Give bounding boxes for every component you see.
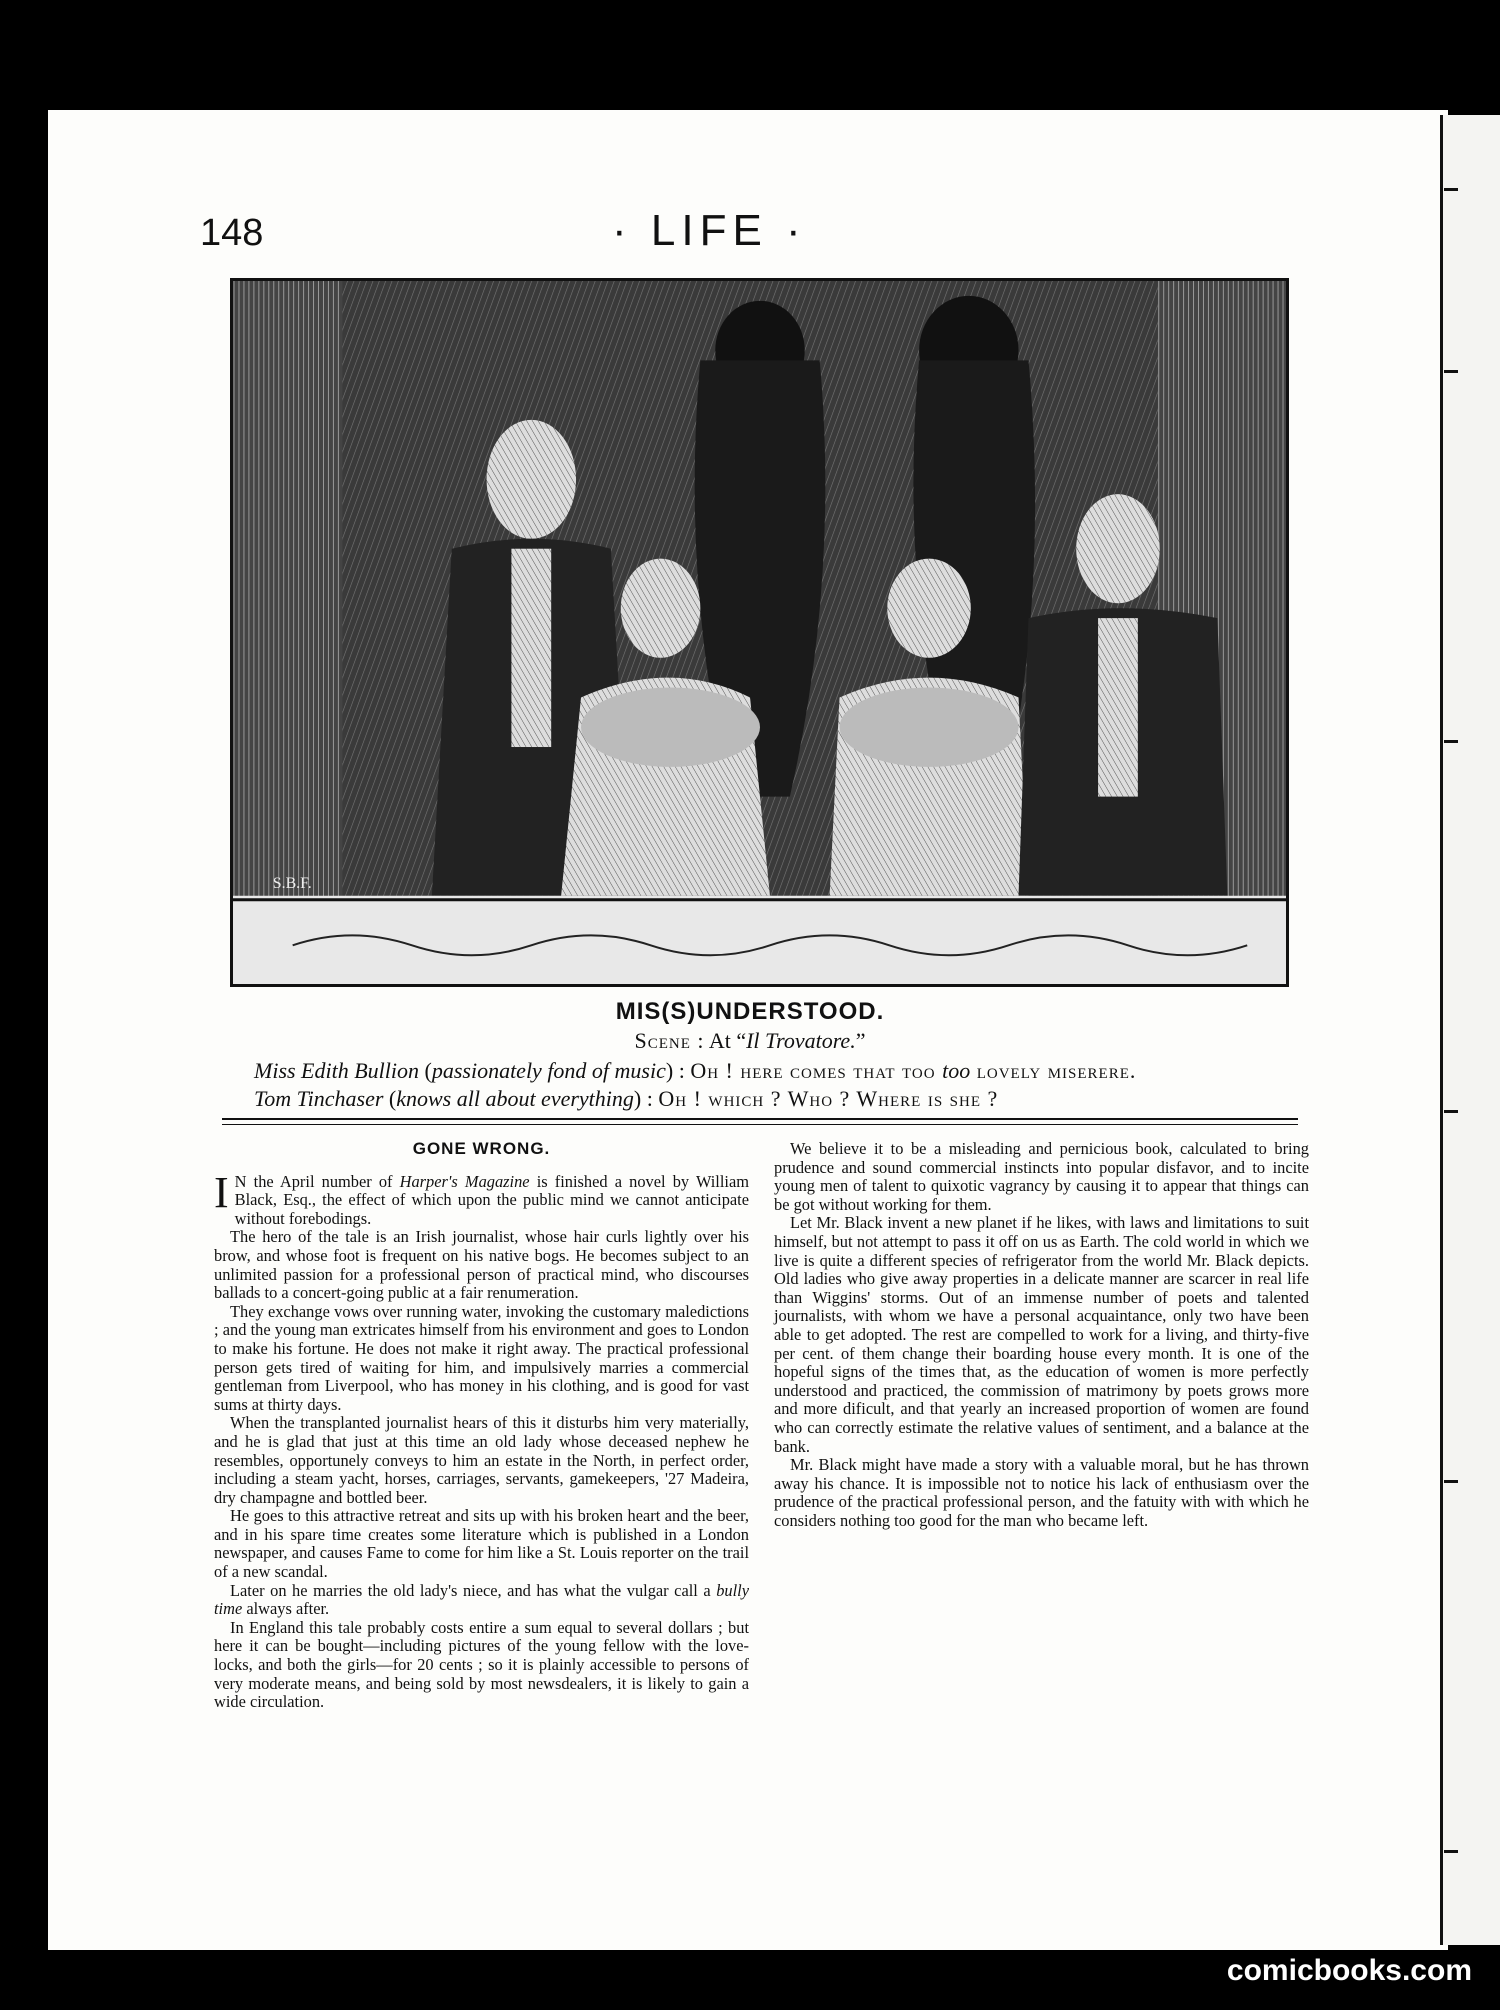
speaker-1-speech-b: too [942,1058,971,1083]
edge-tick [1444,1480,1458,1483]
engraving-opera-box-illustration-icon [230,278,1289,987]
p6-text-a: Later on he marries the old lady's niece, and has what the vulgar call a [230,1580,717,1600]
site-watermark: comicbooks.com [1226,1954,1472,1987]
drop-cap: I [214,1167,229,1217]
article-column-left [214,1140,749,1712]
page-number: 148 [200,212,264,254]
p1-italic: Harper's Magazine [399,1171,530,1191]
article-paragraph [214,1167,749,1229]
speaker-2-name: Tom Tinchaser [254,1086,384,1111]
p1-text-a: N the April number of [234,1171,400,1191]
article-paragraph: We believe it to be a misleading and pernicious book, calculated to bring prudence and sound commercial instincts into popular disfavor, and to incite young men of talent to quixotic vagrancy by causing it to appear that things can be got without working for them. [774,1139,1309,1214]
speaker-1-speech-c: lovely miserere. [970,1058,1137,1083]
article-paragraph: In England this tale probably costs entire a sum equal to several dollars ; but here it can be bought—including pictures of the young fellow with the love-locks, and both the girls—for 20 cents ; so it is plainly accessible to persons of very moderate means, and being sold by most newsdealers, it is likely to gain a wide circulation. [214,1617,749,1712]
p1-text-b: is finished a novel by William Black, Esq., the effect of which upon the public mind we cannot anticipate without forebodings. [234,1171,749,1228]
scene-label: Scene : [634,1028,705,1053]
article-paragraph: When the transplanted journalist hears of this it disturbs him very materially, and he is glad that just at this time an old lady whose deceased nephew he resembles, opportunely conveys to him an estate in the North, in perfect order, including a steam yacht, horses, carriages, servants, gamekeepers, '27 Madeira, dry champagne and bottled beer. [214,1413,749,1507]
scene-opera: Il Trovatore. [746,1028,856,1053]
p6-italic: bully time [214,1580,749,1619]
cartoon-scene [0,1028,1500,1054]
article-title: GONE WRONG. [412,1139,551,1158]
edge-tick [1444,1110,1458,1113]
divider-rule [222,1118,1298,1120]
scene-text: At “ [708,1028,747,1053]
divider-rule [222,1124,1298,1125]
article-paragraph: Mr. Black might have made a story with a valuable moral, but he has thrown away his chance. It is impossible not to notice his lack of enthusiasm over the prudence of the practical professional person, and the fatuity with with which he considers nothing too good for the man who became left. [774,1455,1309,1530]
magazine-title: · LIFE · [612,206,807,255]
speaker-1-note: passionately fond of music [431,1058,666,1083]
edge-tick [1444,370,1458,373]
article-paragraph [214,1582,749,1619]
edge-tick [1444,1850,1458,1853]
article-column-right [774,1140,1309,1530]
speaker-2-speech: Oh ! which ? Who ? Where is she ? [658,1086,999,1111]
edge-tick [1444,188,1458,191]
article-paragraph: The hero of the tale is an Irish journalist, whose hair curls lightly over his brow, and whose foot is frequent on his native bogs. He becomes subject to an unlimited passion for a professional person of practical mind, who discourses ballads to a concert-going public at a fair renumeration. [214,1227,749,1303]
artist-signature: S.B.F. [272,874,312,892]
speaker-1-name: Miss Edith Bullion [254,1058,419,1083]
scene-close: ” [855,1028,866,1053]
article-paragraph: He goes to this attractive retreat and sits up with his broken heart and the beer, and in his spare time creates some literature which is published in a London newspaper, and causes Fame to come for him like a St. Louis reporter on the trail of a new scandal. [214,1506,749,1582]
speaker-1-speech-a: Oh ! here comes that too [690,1058,943,1083]
article-paragraph: They exchange vows over running water, invoking the customary maledictions ; and the young man extricates himself from his environment and goes to London to make his fortune. He does not make it right away. The practical professional person gets tired of waiting for him, and impulsively marries a commercial gentleman from Liverpool, who has money in his clothing, and is good for vast sums at thirty days. [214,1301,749,1414]
speaker-2-note: knows all about everything [396,1086,634,1111]
p6-text-b: always after. [242,1599,330,1619]
caption-line-2: Tom Tinchaser (knows all about everything) : Oh ! which ? Who ? Where is she ? [254,1086,999,1111]
edge-tick [1444,740,1458,743]
caption-line-1: Miss Edith Bullion (passionately fond of music) : Oh ! here comes that too too lovely miserere. [254,1058,1137,1083]
article-paragraph: Let Mr. Black invent a new planet if he likes, with laws and limitations to suit himself, but not attempt to pass it off on us as Earth. The cold world in which we live is quite a different species of refrigerator from the world Mr. Black depicts. Old ladies who give away properties in a delicate manner are scarcer in real life than Wiggins' storms. Out of an immense number of poets and talented journalists, with whom we have a personal acquaintance, only two have been able to get adopted. The rest are compelled to work for a living, and thirty-five per cent. of them change their boarding house every month. It is one of the hopeful signs of the times that, as the education of women is more perfectly understood and practiced, the commission of matrimony by poets grows more and more dificult, and that yearly an increased proportion of women are found who can correctly estimate the relative values of sentiment, and a balance at the bank. [774,1213,1309,1456]
cartoon-title: MIS(S)UNDERSTOOD. [615,998,885,1025]
